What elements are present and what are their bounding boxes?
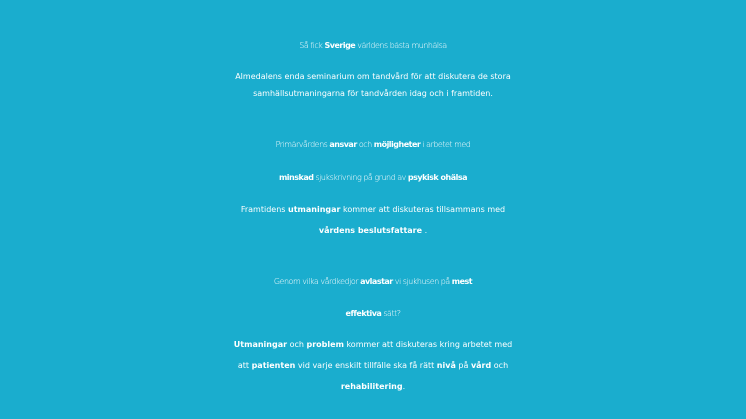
description-bold-text: Utmaningar [233, 340, 288, 349]
description-text: vid varje enskilt tillfälle ska få rätt [295, 361, 437, 370]
section-primarvard [0, 128, 746, 241]
section-munhalsa [0, 26, 746, 102]
description-text: och [287, 340, 307, 349]
title-bold-text: Sverige [324, 41, 356, 50]
title-bold-text: ansvar [329, 140, 357, 149]
description-text: kommer att diskuteras tillsammans med [340, 205, 506, 214]
description-line [0, 334, 746, 355]
title-text: sätt? [381, 309, 401, 318]
description-text: . [402, 382, 406, 391]
title-bold-text: psykisk ohälsa [407, 173, 468, 182]
title-bold-text: möjligheter [373, 140, 421, 149]
title-text: Genom vilka vårdkedjor [273, 277, 361, 286]
description-bold-text: rehabilitering [340, 382, 403, 391]
title-text: sjukskrivning på grund av [313, 173, 408, 182]
title-line [0, 128, 746, 161]
description-bold-text: problem [306, 340, 344, 349]
section-vardkedjor [0, 266, 746, 397]
description-bold-text: nivå [436, 361, 456, 370]
description-bold-text: vård [470, 361, 492, 370]
title-text: Primärvårdens [275, 140, 330, 149]
title-line [0, 161, 746, 194]
title-text: världens bästa munhälsa [355, 41, 447, 50]
vardkedjor-description [0, 334, 746, 397]
title-text: i arbetet med [420, 140, 471, 149]
description-line [0, 355, 746, 376]
title-bold-text: effektiva [345, 309, 382, 318]
munhalsa-title [0, 26, 746, 66]
title-text: vi sjukhusen på [392, 277, 452, 286]
description-text: på [455, 361, 471, 370]
primarvard-title [0, 128, 746, 194]
title-bold-text: minskad [278, 173, 314, 182]
munhalsa-description [0, 68, 746, 102]
description-line [0, 376, 746, 397]
description-bold-text: utmaningar [288, 205, 341, 214]
title-line [0, 298, 746, 330]
title-line [0, 266, 746, 298]
title-text: Så fick [299, 41, 325, 50]
title-text: och [356, 140, 374, 149]
description-line [0, 199, 746, 220]
description-line [0, 220, 746, 241]
description-text: kommer att diskuteras kring arbetet med [343, 340, 513, 349]
description-bold-text: patienten [251, 361, 296, 370]
description-text: och [491, 361, 509, 370]
vardkedjor-title [0, 266, 746, 330]
title-bold-text: avlastar [360, 277, 393, 286]
description-text: Framtidens [240, 205, 288, 214]
title-bold-text: mest [451, 277, 473, 286]
description-line: samhällsutmaningarna för tandvården idag och i framtiden. [253, 89, 493, 98]
description-bold-text: vårdens beslutsfattare [318, 226, 423, 235]
description-text: att [237, 361, 252, 370]
description-line: Almedalens enda seminarium om tandvård för att diskutera de stora [235, 72, 511, 81]
description-text: . [422, 226, 428, 235]
primarvard-description [0, 199, 746, 241]
